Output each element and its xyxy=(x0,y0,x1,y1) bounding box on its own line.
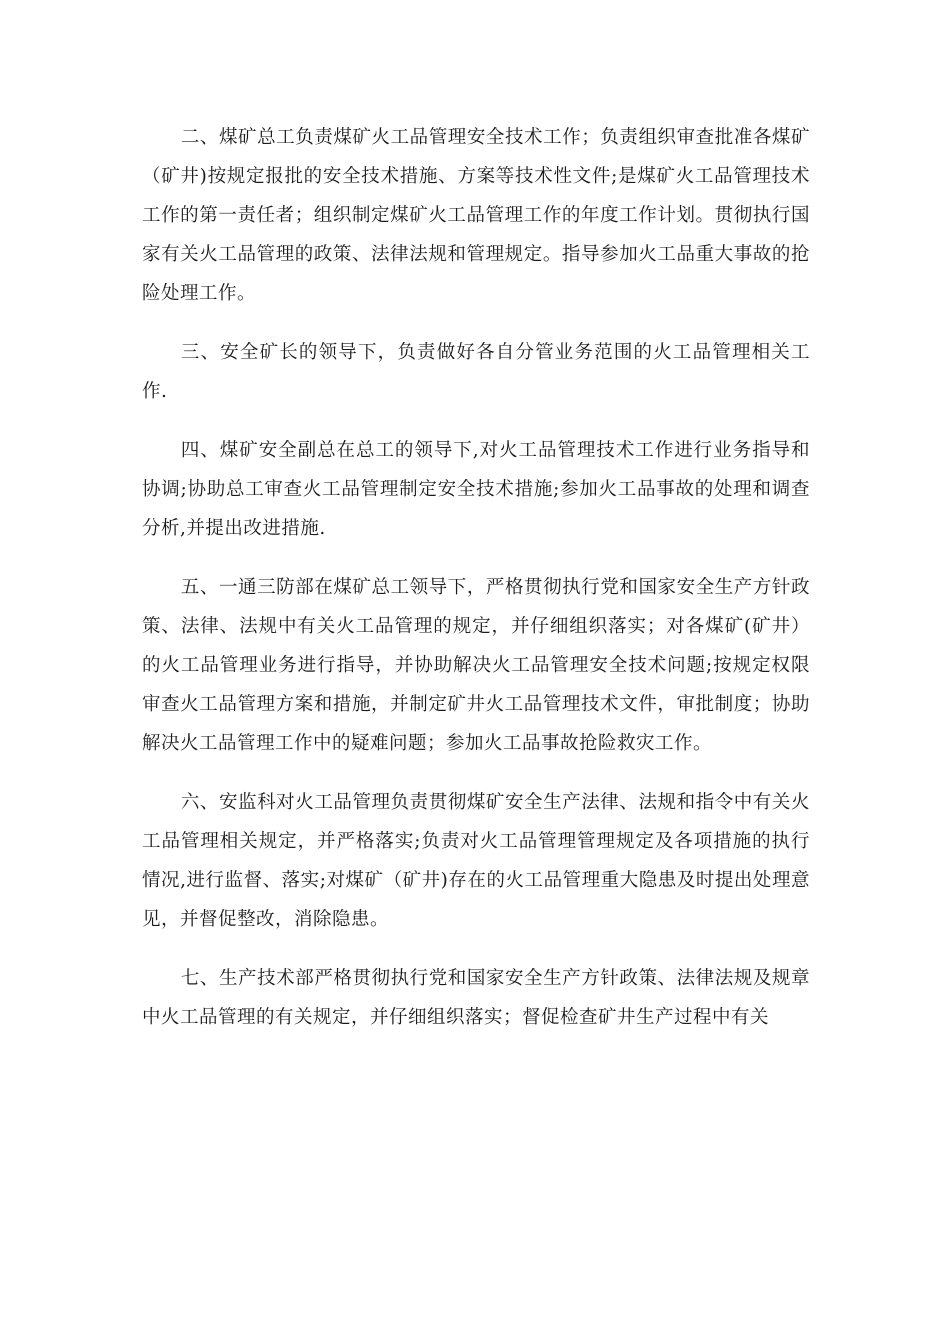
paragraph-2: 二、煤矿总工负责煤矿火工品管理安全技术工作；负责组织审查批准各煤矿（矿井)按规定报批的安全技术措施、方案等技术性文件;是煤矿火工品管理技术工作的第一责任者；组织制定煤矿火工品管理工作的年度工作计划。贯彻执行国家有关火工品管理的政策、法律法规和管理规定。指导参加火工品重大事故的抢险处理工作。 xyxy=(142,127,810,304)
paragraph-3: 三、安全矿长的领导下，负责做好各自分管业务范围的火工品管理相关工作. xyxy=(142,342,810,402)
paragraph-5: 五、一通三防部在煤矿总工领导下，严格贯彻执行党和国家安全生产方针政策、法律、法规中有关火工品管理的规定，并仔细组织落实；对各煤矿(矿井）的火工品管理业务进行指导，并协助解决火工品管理安全技术问题;按规定权限审查火工品管理方案和措施，并制定矿井火工品管理技术文件，审批制度；协助解决火工品管理工作中的疑难问题；参加火工品事故抢险救灾工作。 xyxy=(142,577,810,754)
paragraph-6: 六、安监科对火工品管理负责贯彻煤矿安全生产法律、法规和指令中有关火工品管理相关规定，并严格落实;负责对火工品管理管理规定及各项措施的执行情况,进行监督、落实;对煤矿（矿井)存在的火工品管理重大隐患及时提出处理意见，并督促整改，消除隐患。 xyxy=(142,792,810,930)
paragraph-7: 七、生产技术部严格贯彻执行党和国家安全生产方针政策、法律法规及规章中火工品管理的有关规定，并仔细组织落实；督促检查矿井生产过程中有关 xyxy=(142,968,810,1028)
document-body xyxy=(142,118,810,1057)
paragraph-4: 四、煤矿安全副总在总工的领导下,对火工品管理技术工作进行业务指导和协调;协助总工审查火工品管理制定安全技术措施;参加火工品事故的处理和调查分析,并提出改进措施. xyxy=(142,440,810,539)
